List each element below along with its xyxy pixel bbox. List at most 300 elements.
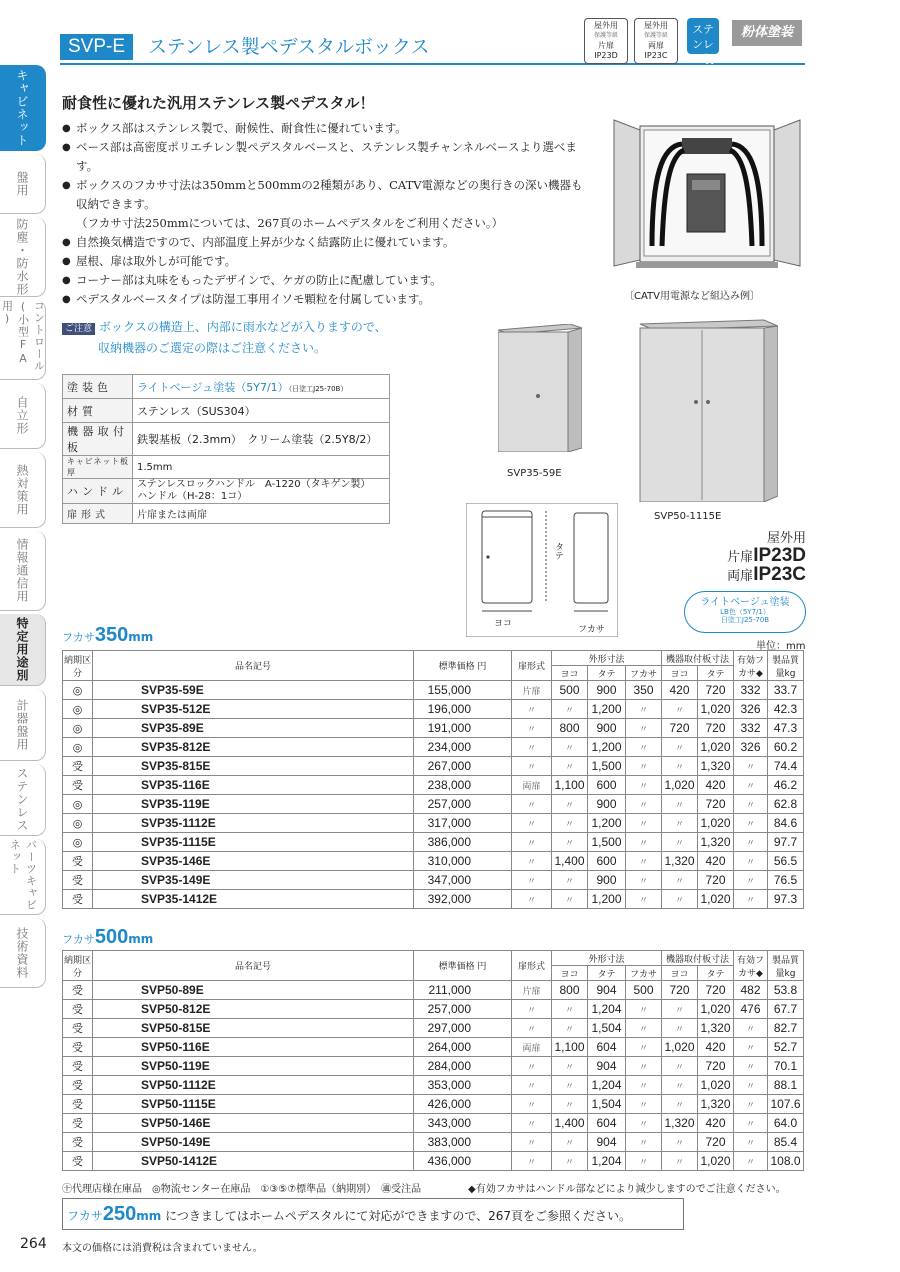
plate-height: 1,020 [698, 700, 734, 719]
weight: 53.8 [768, 981, 804, 1000]
effective-depth: 〃 [734, 795, 768, 814]
outer-depth: 〃 [626, 1076, 662, 1095]
outer-width: 500 [552, 681, 588, 700]
effective-depth: 〃 [734, 1076, 768, 1095]
plate-width: 〃 [662, 795, 698, 814]
delivery-mark: 受 [63, 776, 93, 795]
table-row [63, 1038, 804, 1057]
plate-width: 1,020 [662, 1038, 698, 1057]
th-outer: 外形寸法 [552, 951, 662, 966]
caution-note [62, 318, 462, 358]
plate-width: 〃 [662, 1152, 698, 1171]
double-door-ip: IP23C [753, 564, 806, 585]
delivery-mark: ◎ [63, 738, 93, 757]
spec-value: 片扉または両扉 [133, 504, 390, 524]
outer-depth: 〃 [626, 1114, 662, 1133]
plate-height: 1,320 [698, 1019, 734, 1038]
page-number: 264 [20, 1236, 47, 1252]
depth-value: 350 [94, 624, 129, 646]
delivery-mark: 受 [63, 1000, 93, 1019]
spacer-cell [402, 1114, 413, 1133]
table-row [63, 1133, 804, 1152]
single-door-label: 片扉 [727, 550, 754, 565]
weight: 85.4 [768, 1133, 804, 1152]
plate-height: 1,020 [698, 1076, 734, 1095]
outer-width: 1,400 [552, 852, 588, 871]
table-row [63, 1095, 804, 1114]
effective-depth: 332 [734, 719, 768, 738]
badge-mid: 保護等級 [643, 32, 668, 39]
table-row [63, 1114, 804, 1133]
dimension-diagram [466, 503, 618, 637]
outer-width: 〃 [552, 871, 588, 890]
effective-depth: 〃 [734, 1152, 768, 1171]
price: 264,000 [414, 1038, 512, 1057]
th-yoko: ヨコ [552, 666, 588, 681]
side-tab-thermal[interactable]: 熱対策用 [0, 452, 46, 528]
plate-width: 〃 [662, 890, 698, 909]
cabinet-double-door-image [636, 316, 778, 502]
table-row [63, 776, 804, 795]
effective-depth: 〃 [734, 814, 768, 833]
outer-depth: 〃 [626, 1095, 662, 1114]
price: 426,000 [414, 1095, 512, 1114]
part-number: SVP50-89E [93, 981, 403, 1000]
outer-height: 900 [588, 795, 626, 814]
th-plate: 機器取付板寸法 [662, 951, 734, 966]
spacer-cell [402, 757, 413, 776]
dim-yoko-label: ヨコ [494, 619, 513, 629]
delivery-mark: ◎ [63, 795, 93, 814]
outer-width: 〃 [552, 795, 588, 814]
outer-height: 900 [588, 719, 626, 738]
delivery-mark: 受 [63, 1152, 93, 1171]
side-tabs [0, 65, 46, 991]
outer-width: 〃 [552, 833, 588, 852]
th-plate-tate: タテ [698, 966, 734, 981]
th-part: 品名記号 [93, 951, 414, 981]
price: 257,000 [414, 795, 512, 814]
th-plate-tate: タテ [698, 666, 734, 681]
part-number: SVP35-512E [93, 700, 403, 719]
effective-depth: 〃 [734, 890, 768, 909]
weight: 88.1 [768, 1076, 804, 1095]
outer-depth: 500 [626, 981, 662, 1000]
table-row [63, 1057, 804, 1076]
outer-height: 1,500 [588, 757, 626, 776]
part-number: SVP50-1112E [93, 1076, 403, 1095]
outer-width: 〃 [552, 1133, 588, 1152]
outer-height: 900 [588, 871, 626, 890]
weight: 56.5 [768, 852, 804, 871]
th-tate: タテ [588, 666, 626, 681]
door-type: 〃 [512, 795, 552, 814]
plate-width: 〃 [662, 814, 698, 833]
feature-item: ● ボックスのフカサ寸法は350mmと500mmの2種類があり、CATV電源などの奥行きの深い機器も収納できます。 [62, 176, 592, 214]
weight: 76.5 [768, 871, 804, 890]
feature-note: （フカサ寸法250mmについては、267頁のホームペデスタルをご利用ください。） [76, 216, 504, 230]
spacer-cell [402, 871, 413, 890]
side-tab-waterproof[interactable]: 防塵・防水形 [0, 217, 46, 297]
effective-depth: 482 [734, 981, 768, 1000]
footer-text: につきましてはホームペデスタルにて対応ができますので、267頁をご参照ください。 [165, 1209, 632, 1223]
table-body-500 [63, 981, 804, 1171]
plate-height: 720 [698, 795, 734, 814]
spec-value-line: ステンレスロックハンドル A-1220（タキゲン製） [137, 479, 371, 490]
price: 257,000 [414, 1000, 512, 1019]
weight: 97.3 [768, 890, 804, 909]
th-eff: 有効フカサ◆ [734, 951, 768, 981]
door-type: 〃 [512, 700, 552, 719]
th-fukasa: フカサ [626, 666, 662, 681]
plate-width: 720 [662, 981, 698, 1000]
plate-height: 1,020 [698, 890, 734, 909]
door-type: 片扉 [512, 681, 552, 700]
paint-line: LB色（5Y7/1） [720, 608, 770, 616]
outer-depth: 350 [626, 681, 662, 700]
plate-width: 〃 [662, 871, 698, 890]
depth-unit: mm [128, 630, 154, 644]
effective-depth: 476 [734, 1000, 768, 1019]
price: 392,000 [414, 890, 512, 909]
plate-width: 〃 [662, 757, 698, 776]
price: 383,000 [414, 1133, 512, 1152]
door-type: 〃 [512, 1019, 552, 1038]
side-tab-freestanding[interactable]: 自立形 [0, 383, 46, 449]
cabinet-single-caption: SVP35-59E [507, 468, 562, 479]
spec-value-line: ハンドル（H-28：1コ） [137, 491, 248, 502]
part-number: SVP35-89E [93, 719, 403, 738]
outer-depth: 〃 [626, 814, 662, 833]
outer-height: 600 [588, 852, 626, 871]
part-number: SVP50-116E [93, 1038, 403, 1057]
delivery-mark: 受 [63, 890, 93, 909]
delivery-mark: 受 [63, 981, 93, 1000]
delivery-mark: 受 [63, 871, 93, 890]
plate-height: 720 [698, 719, 734, 738]
delivery-mark: 受 [63, 1019, 93, 1038]
table-row [63, 700, 804, 719]
weight: 52.7 [768, 1038, 804, 1057]
plate-height: 1,320 [698, 757, 734, 776]
spacer-cell [402, 738, 413, 757]
spacer-cell [402, 981, 413, 1000]
delivery-mark: 受 [63, 1114, 93, 1133]
price: 343,000 [414, 1114, 512, 1133]
th-delivery: 納期区分 [63, 951, 93, 981]
badge-bot: 片扉IP23D [594, 41, 618, 60]
th-plate-yoko: ヨコ [662, 666, 698, 681]
outer-depth: 〃 [626, 852, 662, 871]
th-weight: 製品質量kg [768, 951, 804, 981]
outer-height: 1,204 [588, 1000, 626, 1019]
th-weight: 製品質量kg [768, 651, 804, 681]
plate-height: 420 [698, 1038, 734, 1057]
price: 297,000 [414, 1019, 512, 1038]
badge-top: 屋外用 [594, 21, 618, 30]
price: 310,000 [414, 852, 512, 871]
feature-item: ● 屋根、扉は取外しが可能です。 [62, 252, 592, 271]
delivery-mark: ◎ [63, 719, 93, 738]
price: 267,000 [414, 757, 512, 776]
spacer-cell [402, 814, 413, 833]
plate-height: 1,320 [698, 833, 734, 852]
delivery-mark: ◎ [63, 681, 93, 700]
plate-width: 1,020 [662, 776, 698, 795]
plate-width: 〃 [662, 1057, 698, 1076]
spec-row [63, 504, 390, 524]
outer-depth: 〃 [626, 700, 662, 719]
delivery-mark: 受 [63, 1095, 93, 1114]
plate-height: 420 [698, 776, 734, 795]
feature-item: ● コーナー部は丸味をもったデザインで、ケガの防止に配慮しています。 [62, 271, 592, 290]
stainless-badge: ステンレス製 [687, 18, 719, 54]
th-door: 扉形式 [512, 651, 552, 681]
product-table-500 [62, 950, 804, 1171]
outer-width: 〃 [552, 1095, 588, 1114]
plate-width: 720 [662, 719, 698, 738]
outer-height: 900 [588, 681, 626, 700]
price: 234,000 [414, 738, 512, 757]
table-row [63, 1152, 804, 1171]
price: 211,000 [414, 981, 512, 1000]
table-row [63, 1076, 804, 1095]
outer-width: 〃 [552, 1076, 588, 1095]
paint-line: ライトベージュ塗装 [700, 597, 790, 608]
effective-depth: 〃 [734, 1114, 768, 1133]
spacer-cell [402, 1133, 413, 1152]
th-fukasa: フカサ [626, 966, 662, 981]
weight: 33.7 [768, 681, 804, 700]
weight: 108.0 [768, 1152, 804, 1171]
outer-depth: 〃 [626, 1038, 662, 1057]
outer-depth: 〃 [626, 1000, 662, 1019]
table-row [63, 1000, 804, 1019]
delivery-mark: 受 [63, 852, 93, 871]
outer-width: 〃 [552, 700, 588, 719]
part-number: SVP35-119E [93, 795, 403, 814]
plate-width: 〃 [662, 1019, 698, 1038]
effective-depth: 〃 [734, 833, 768, 852]
single-door-ip: IP23D [753, 545, 806, 566]
outer-depth: 〃 [626, 1152, 662, 1171]
spacer-cell [402, 1057, 413, 1076]
plate-width: 〃 [662, 833, 698, 852]
spec-value: 1.5mm [133, 456, 390, 479]
side-tab-stainless[interactable]: ステンレス [0, 764, 46, 836]
part-number: SVP50-146E [93, 1114, 403, 1133]
table-row [63, 757, 804, 776]
spacer-cell [402, 700, 413, 719]
door-type: 〃 [512, 1152, 552, 1171]
side-tab-telecom[interactable]: 情報通信用 [0, 531, 46, 611]
spec-value: 鉄製基板（2.3mm） クリーム塗装（2.5Y8/2） [133, 423, 390, 456]
plate-height: 1,020 [698, 738, 734, 757]
dim-tate-label: タテ [553, 542, 563, 560]
outer-depth: 〃 [626, 757, 662, 776]
footer-value: 250 [102, 1203, 137, 1225]
door-type: 〃 [512, 1133, 552, 1152]
ip-rating-block [690, 530, 806, 585]
spec-label: 材質 [63, 399, 133, 423]
plate-width: 〃 [662, 738, 698, 757]
plate-width: 420 [662, 681, 698, 700]
product-table-350 [62, 650, 804, 909]
weight: 74.4 [768, 757, 804, 776]
outer-height: 1,204 [588, 1076, 626, 1095]
door-type: 〃 [512, 833, 552, 852]
part-number: SVP50-119E [93, 1057, 403, 1076]
effective-depth: 〃 [734, 757, 768, 776]
spec-value [133, 479, 390, 504]
outer-depth: 〃 [626, 1057, 662, 1076]
plate-height: 720 [698, 1133, 734, 1152]
feature-item: ● 自然換気構造ですので、内部温度上昇が少なく結露防止に優れています。 [62, 233, 592, 252]
plate-width: 〃 [662, 1076, 698, 1095]
outer-height: 1,504 [588, 1095, 626, 1114]
plate-width: 〃 [662, 700, 698, 719]
outer-width: 1,100 [552, 776, 588, 795]
price: 353,000 [414, 1076, 512, 1095]
spacer-cell [402, 852, 413, 871]
side-tab-parts[interactable]: パーツキャビネット [0, 839, 46, 915]
plate-width: 1,320 [662, 1114, 698, 1133]
plate-height: 720 [698, 681, 734, 700]
series-code: SVP-E [60, 34, 133, 60]
side-tab-cabinet[interactable]: キャビネット [0, 65, 46, 151]
effective-depth: 〃 [734, 871, 768, 890]
outer-height: 1,504 [588, 1019, 626, 1038]
outer-depth: 〃 [626, 1133, 662, 1152]
delivery-mark: 受 [63, 1038, 93, 1057]
side-tab-special[interactable]: 特定用途別 [0, 614, 46, 686]
effective-depth: 326 [734, 738, 768, 757]
caution-text: ボックスの構造上、内部に雨水などが入りますので、 [99, 320, 387, 334]
side-tab-panel[interactable]: 盤用 [0, 154, 46, 214]
spec-label: ハンドル [63, 479, 133, 504]
spacer-cell [402, 833, 413, 852]
side-tab-technical[interactable]: 技術資料 [0, 918, 46, 988]
plate-height: 1,020 [698, 1152, 734, 1171]
part-number: SVP35-1115E [93, 833, 403, 852]
delivery-mark: ◎ [63, 833, 93, 852]
spacer-cell [402, 1000, 413, 1019]
table-row [63, 681, 804, 700]
cabinet-single-door-image [498, 324, 582, 452]
th-price: 標準価格 円 [414, 651, 512, 681]
spacer-cell [402, 1019, 413, 1038]
door-type: 〃 [512, 738, 552, 757]
part-number: SVP35-812E [93, 738, 403, 757]
side-tab-control[interactable]: コントロール(小型FA用) [0, 300, 46, 380]
spacer-cell [402, 1152, 413, 1171]
outer-width: 〃 [552, 1000, 588, 1019]
delivery-mark: 受 [63, 1133, 93, 1152]
depth-prefix: フカサ [62, 933, 95, 946]
feature-item: ● ベース部は高密度ポリエチレン製ペデスタルベースと、ステンレス製チャンネルベースより選べます。 [62, 138, 592, 176]
part-number: SVP35-149E [93, 871, 403, 890]
side-tab-instrument[interactable]: 計器盤用 [0, 689, 46, 761]
effective-depth: 332 [734, 681, 768, 700]
outer-height: 604 [588, 1038, 626, 1057]
delivery-mark: 受 [63, 757, 93, 776]
weight: 62.8 [768, 795, 804, 814]
feature-list [62, 119, 592, 309]
part-number: SVP35-1112E [93, 814, 403, 833]
ip-badge-double [634, 18, 678, 64]
th-plate-yoko: ヨコ [662, 966, 698, 981]
paint-line: 日塗工J25-70B [720, 616, 770, 624]
legend-delivery: ㊉代理店様在庫品 ◎物流センター在庫品 ①③⑤⑦標準品（納期別） ㊜受注品 [62, 1184, 422, 1195]
outer-depth: 〃 [626, 871, 662, 890]
plate-height: 1,020 [698, 1000, 734, 1019]
plate-height: 720 [698, 981, 734, 1000]
weight: 82.7 [768, 1019, 804, 1038]
outer-depth: 〃 [626, 890, 662, 909]
th-plate: 機器取付板寸法 [662, 651, 734, 666]
weight: 47.3 [768, 719, 804, 738]
outer-height: 1,200 [588, 814, 626, 833]
outer-height: 1,500 [588, 833, 626, 852]
spec-row [63, 399, 390, 423]
powder-coat-badge: 粉体塗装 [732, 20, 802, 46]
spec-value: ステンレス（SUS304） [133, 399, 390, 423]
plate-height: 720 [698, 1057, 734, 1076]
part-number: SVP35-59E [93, 681, 403, 700]
door-type: 〃 [512, 1000, 552, 1019]
th-tate: タテ [588, 966, 626, 981]
weight: 46.2 [768, 776, 804, 795]
door-type: 〃 [512, 871, 552, 890]
price: 155,000 [414, 681, 512, 700]
th-door: 扉形式 [512, 951, 552, 981]
caution-text: 収納機器のご選定の際はご注意ください。 [98, 341, 327, 355]
effective-depth: 〃 [734, 1019, 768, 1038]
th-eff: 有効フカサ◆ [734, 651, 768, 681]
double-door-label: 両扉 [727, 569, 754, 584]
table-row [63, 871, 804, 890]
door-type: 片扉 [512, 981, 552, 1000]
depth-value: 500 [94, 926, 129, 948]
price: 386,000 [414, 833, 512, 852]
table-row [63, 738, 804, 757]
price: 191,000 [414, 719, 512, 738]
weight: 107.6 [768, 1095, 804, 1114]
price: 436,000 [414, 1152, 512, 1171]
outer-height: 1,200 [588, 700, 626, 719]
unit-label: 単位：mm [756, 641, 806, 652]
door-type: 〃 [512, 1095, 552, 1114]
spec-note: （日塗工J25-70B） [288, 384, 348, 393]
spec-value-text: ライトベージュ塗装（5Y7/1） [137, 380, 289, 394]
plate-height: 720 [698, 871, 734, 890]
caution-badge: ご注意 [62, 323, 95, 335]
catv-install-photo [612, 116, 802, 268]
effective-depth: 〃 [734, 776, 768, 795]
outer-width: 800 [552, 981, 588, 1000]
depth-unit: mm [128, 932, 154, 946]
table-row [63, 981, 804, 1000]
part-number: SVP35-146E [93, 852, 403, 871]
door-type: 両扉 [512, 776, 552, 795]
table-body-350 [63, 681, 804, 909]
weight: 64.0 [768, 1114, 804, 1133]
spacer-cell [402, 795, 413, 814]
price: 284,000 [414, 1057, 512, 1076]
spacer-cell [402, 776, 413, 795]
table-row [63, 814, 804, 833]
weight: 70.1 [768, 1057, 804, 1076]
